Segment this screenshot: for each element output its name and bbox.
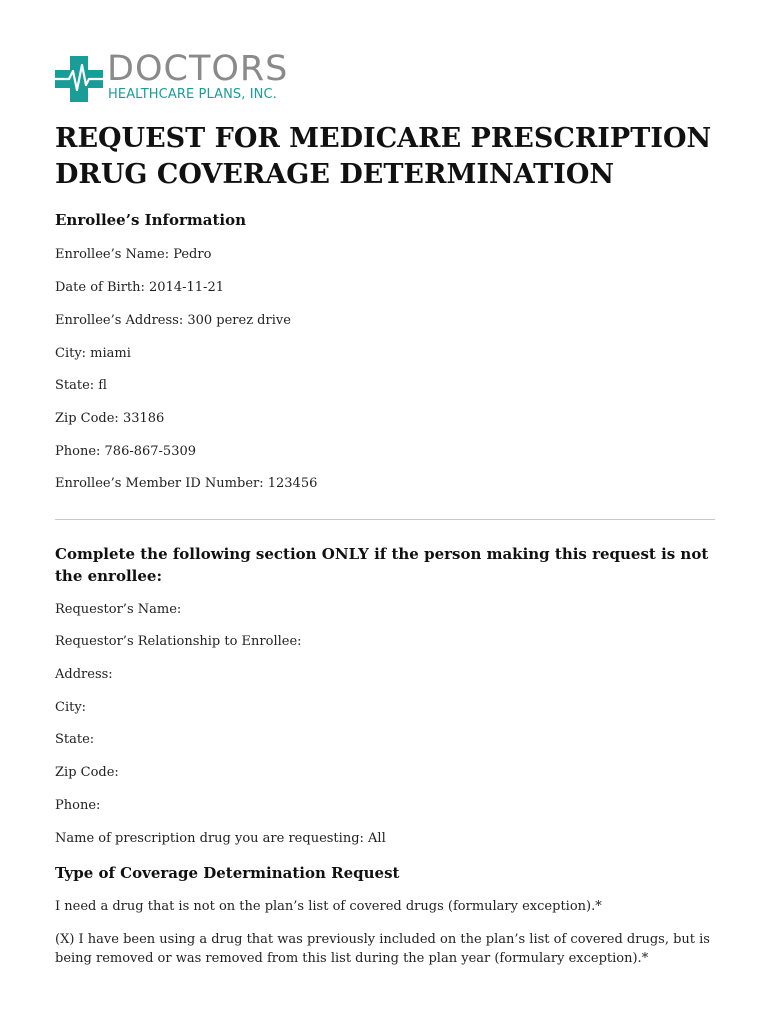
page-title (55, 121, 715, 193)
title-line-1: REQUEST FOR MEDICARE PRESCRIPTION (55, 123, 712, 154)
heartbeat-cross-icon (55, 56, 103, 102)
company-logo (55, 49, 305, 105)
enrollee-heading: Enrollee’s Information (55, 211, 247, 229)
title-line-2: DRUG COVERAGE DETERMINATION (55, 159, 615, 190)
section-divider (55, 519, 715, 520)
requested-drug: Name of prescription drug you are requesting: All (55, 831, 386, 846)
requestor-zip: Zip Code: (55, 765, 119, 780)
coverage-option-1: I need a drug that is not on the plan’s list of covered drugs (formulary exception).* (55, 899, 602, 914)
enrollee-name: Enrollee’s Name: Pedro (55, 247, 212, 262)
enrollee-address: Enrollee’s Address: 300 perez drive (55, 313, 291, 328)
requestor-state: State: (55, 732, 95, 747)
enrollee-dob: Date of Birth: 2014-11-21 (55, 280, 224, 295)
requestor-relationship: Requestor’s Relationship to Enrollee: (55, 634, 302, 649)
coverage-heading: Type of Coverage Determination Request (55, 864, 400, 882)
enrollee-city: City: miami (55, 346, 131, 361)
requestor-address: Address: (55, 667, 113, 682)
enrollee-state: State: fl (55, 378, 107, 393)
requestor-heading: Complete the following section ONLY if the person making this request is not the enrollee: (55, 545, 709, 585)
requestor-name: Requestor’s Name: (55, 602, 182, 617)
logo-wordmark: DOCTORS (107, 49, 289, 89)
coverage-option-2: (X) I have been using a drug that was previously included on the plan’s list of covered drugs, but is being removed or was removed from this list during the plan year (formulary exception).* (55, 932, 710, 966)
enrollee-member-id: Enrollee’s Member ID Number: 123456 (55, 476, 318, 491)
requestor-phone: Phone: (55, 798, 101, 813)
enrollee-phone: Phone: 786-867-5309 (55, 444, 197, 459)
requestor-city: City: (55, 700, 87, 715)
enrollee-zip: Zip Code: 33186 (55, 411, 165, 426)
logo-subtitle: HEALTHCARE PLANS, INC. (108, 87, 277, 102)
